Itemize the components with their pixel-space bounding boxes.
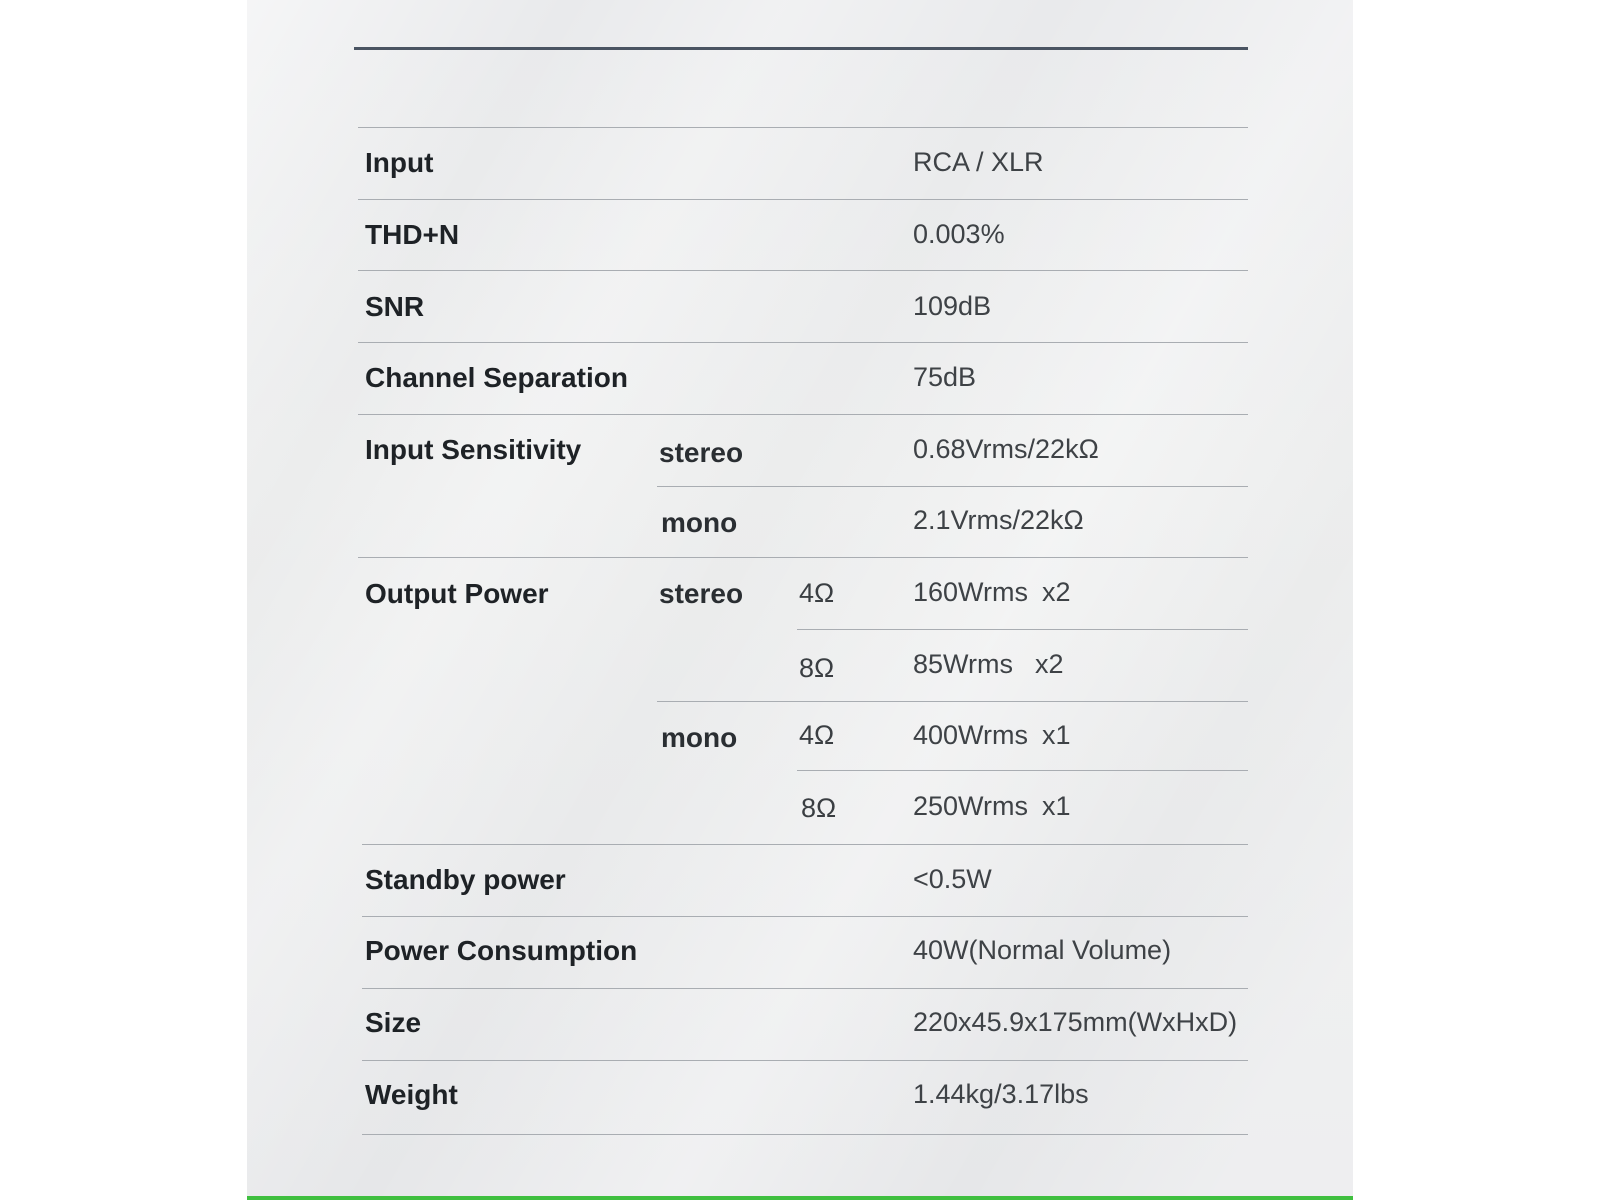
- output-stereo-8ohm: 8Ω: [799, 653, 835, 683]
- spec-label-size: Size: [365, 1007, 422, 1038]
- output-mono-4ohm-value: 400Wrms x1: [913, 720, 1071, 750]
- row-divider: [657, 701, 1248, 702]
- row-divider: [797, 770, 1248, 771]
- spec-label-thd: THD+N: [365, 219, 460, 250]
- row-divider: [362, 988, 1248, 989]
- sensitivity-mono-label: mono: [661, 507, 738, 538]
- spec-value-input: RCA / XLR: [913, 147, 1044, 177]
- output-mono-4ohm: 4Ω: [799, 720, 835, 750]
- spec-value-snr: 109dB: [913, 291, 992, 321]
- spec-value-consumption: 40W(Normal Volume): [913, 935, 1172, 965]
- row-divider: [358, 414, 1248, 415]
- spec-label-weight: Weight: [365, 1079, 458, 1110]
- row-divider: [358, 557, 1248, 558]
- spec-value-size: 220x45.9x175mm(WxHxD): [913, 1007, 1238, 1037]
- sensitivity-mono-value: 2.1Vrms/22kΩ: [913, 505, 1084, 535]
- row-divider: [797, 629, 1248, 630]
- top-divider: [354, 47, 1248, 50]
- output-stereo-8ohm-value: 85Wrms x2: [913, 649, 1064, 679]
- spec-value-separation: 75dB: [913, 362, 977, 392]
- spec-value-thd: 0.003%: [913, 219, 1005, 249]
- output-mono-8ohm: 8Ω: [801, 793, 837, 823]
- output-stereo-label: stereo: [659, 578, 744, 609]
- row-divider: [657, 486, 1248, 487]
- row-divider: [362, 1134, 1248, 1135]
- spec-label-input: Input: [365, 147, 434, 178]
- spec-label-output: Output Power: [365, 578, 549, 609]
- row-divider: [362, 1060, 1248, 1061]
- output-stereo-4ohm-value: 160Wrms x2: [913, 577, 1071, 607]
- spec-sheet-panel: [247, 0, 1353, 1200]
- spec-label-standby: Standby power: [365, 864, 566, 895]
- output-mono-label: mono: [661, 722, 738, 753]
- sensitivity-stereo-value: 0.68Vrms/22kΩ: [913, 434, 1099, 464]
- row-divider: [362, 916, 1248, 917]
- bottom-accent-bar: [247, 1196, 1353, 1200]
- row-divider: [358, 127, 1248, 128]
- spec-value-weight: 1.44kg/3.17lbs: [913, 1079, 1089, 1109]
- row-divider: [358, 199, 1248, 200]
- row-divider: [358, 270, 1248, 271]
- output-stereo-4ohm: 4Ω: [799, 578, 835, 608]
- spec-value-standby: <0.5W: [913, 864, 992, 894]
- spec-label-separation: Channel Separation: [365, 362, 628, 393]
- sensitivity-stereo-label: stereo: [659, 437, 744, 468]
- row-divider: [362, 844, 1248, 845]
- output-mono-8ohm-value: 250Wrms x1: [913, 791, 1071, 821]
- spec-label-sensitivity: Input Sensitivity: [365, 434, 582, 465]
- spec-label-snr: SNR: [365, 291, 425, 322]
- row-divider: [358, 342, 1248, 343]
- spec-label-consumption: Power Consumption: [365, 935, 638, 966]
